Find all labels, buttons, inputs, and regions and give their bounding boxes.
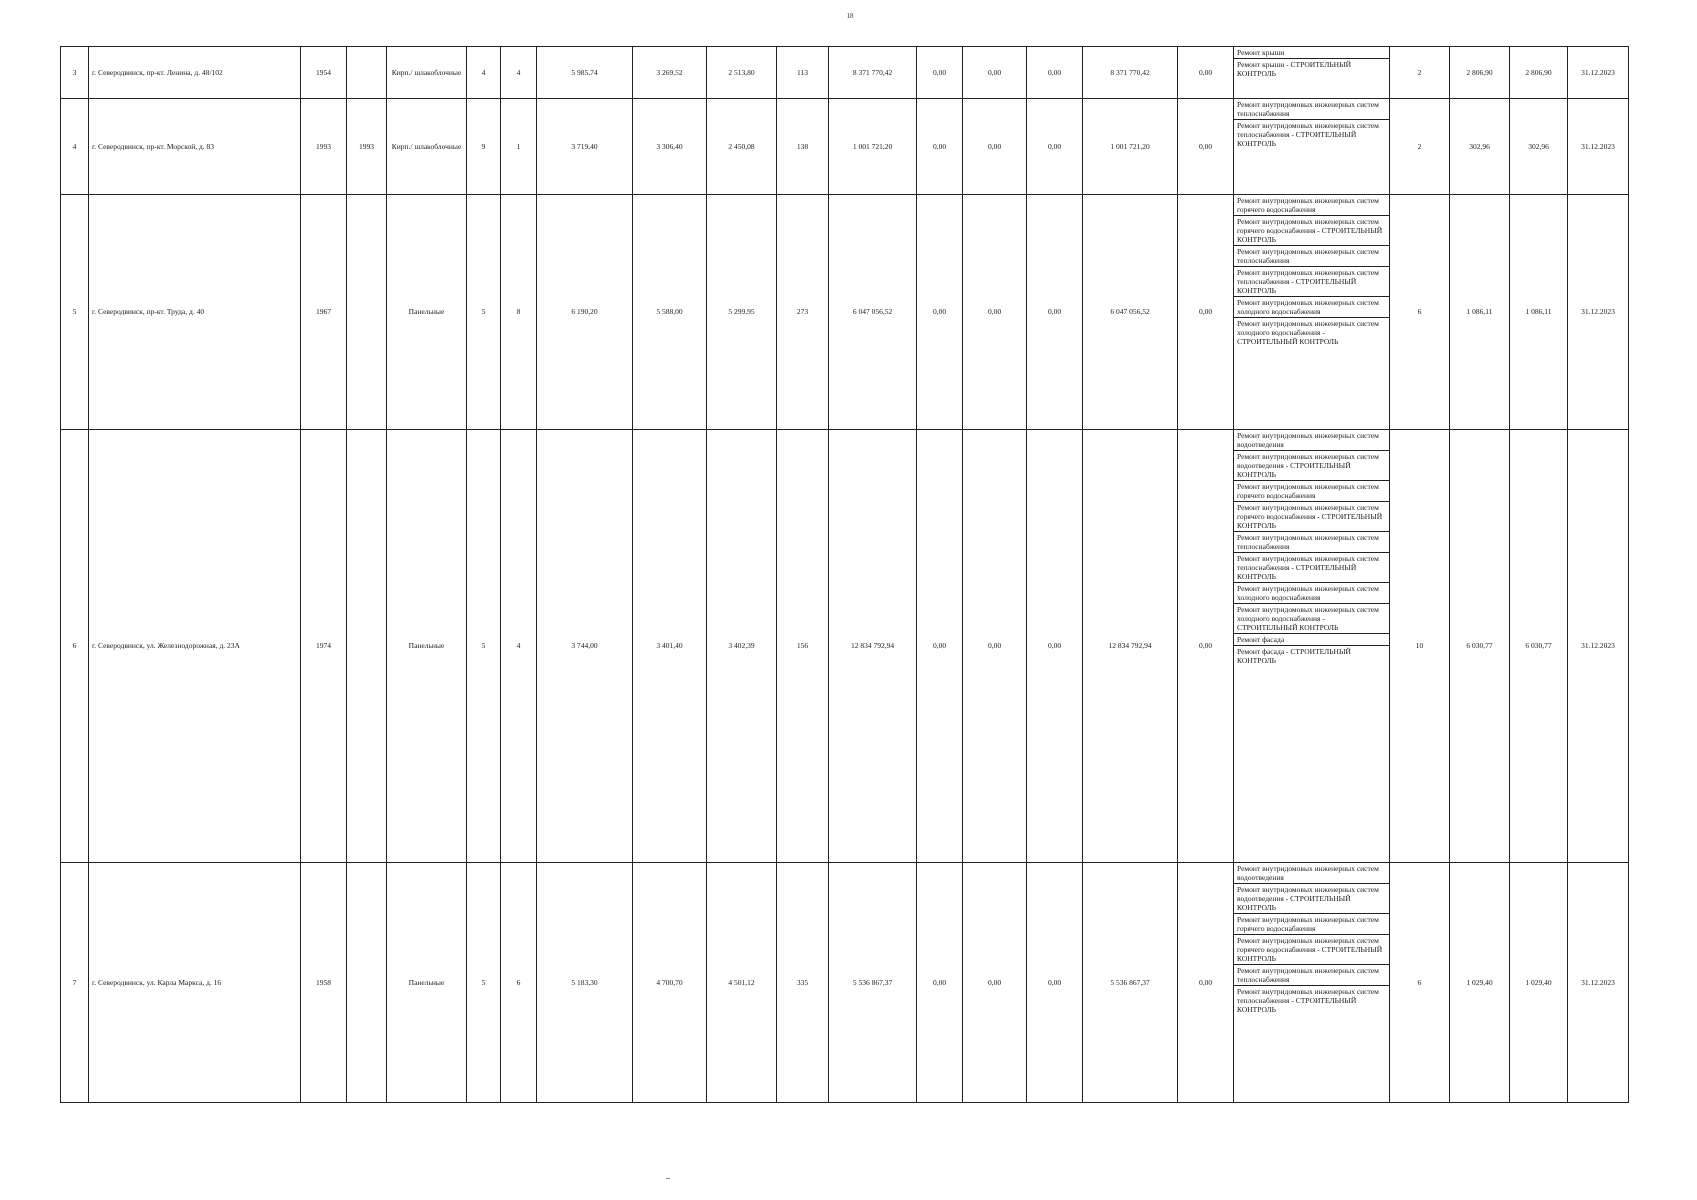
cell-floors: 5 — [467, 195, 501, 430]
cell-cost-c3: 0,00 — [1027, 430, 1083, 863]
cell-wall-material: Панельные — [387, 195, 467, 430]
cell-unit-cost: 1 086,11 — [1450, 195, 1510, 430]
cell-address: г. Северодвинск, ул. Карла Маркса, д. 16 — [89, 863, 301, 1103]
work-item: Ремонт внутридомовых инженерных систем водоотведения - СТРОИТЕЛЬНЫЙ КОНТРОЛЬ — [1234, 451, 1389, 481]
works-list — [1234, 863, 1389, 1015]
cell-works — [1234, 47, 1390, 99]
cell-work-count: 6 — [1390, 863, 1450, 1103]
cell-entrances: 1 — [501, 99, 537, 195]
work-item: Ремонт внутридомовых инженерных систем теплоснабжения — [1234, 965, 1389, 986]
work-item: Ремонт внутридомовых инженерных систем горячего водоснабжения - СТРОИТЕЛЬНЫЙ КОНТРОЛЬ — [1234, 935, 1389, 965]
table-row — [61, 863, 1629, 1103]
cell-total-area: 3 719,40 — [537, 99, 633, 195]
work-item: Ремонт внутридомовых инженерных систем теплоснабжения - СТРОИТЕЛЬНЫЙ КОНТРОЛЬ — [1234, 267, 1389, 297]
work-item: Ремонт внутридомовых инженерных систем горячего водоснабжения — [1234, 914, 1389, 935]
cell-area-b: 3 402,39 — [707, 430, 777, 863]
cell-area-b: 2 450,08 — [707, 99, 777, 195]
cell-total-area: 5 985,74 — [537, 47, 633, 99]
cell-address: г. Северодвинск, пр-кт. Труда, д. 40 — [89, 195, 301, 430]
cell-cost-c2: 0,00 — [963, 47, 1027, 99]
cell-total-area: 5 183,30 — [537, 863, 633, 1103]
cell-address: г. Северодвинск, ул. Железнодорожная, д. 23А — [89, 430, 301, 863]
cell-cost-c4: 8 371 770,42 — [1083, 47, 1178, 99]
cell-number: 6 — [61, 430, 89, 863]
cell-works — [1234, 863, 1390, 1103]
work-item: Ремонт крыши — [1234, 47, 1389, 59]
overhaul-program-table — [60, 46, 1629, 1103]
cell-unit-cost: 2 806,90 — [1450, 47, 1510, 99]
cell-number: 7 — [61, 863, 89, 1103]
cell-wall-material: Панельные — [387, 863, 467, 1103]
cell-area-a: 5 588,00 — [633, 195, 707, 430]
cell-cost-c4: 1 001 721,20 — [1083, 99, 1178, 195]
cell-deadline: 31.12.2023 — [1568, 430, 1629, 863]
cell-deadline: 31.12.2023 — [1568, 195, 1629, 430]
cell-address: г. Северодвинск, пр-кт. Морской, д. 83 — [89, 99, 301, 195]
cell-cost-total: 1 001 721,20 — [829, 99, 917, 195]
work-item: Ремонт внутридомовых инженерных систем горячего водоснабжения - СТРОИТЕЛЬНЫЙ КОНТРОЛЬ — [1234, 502, 1389, 532]
cell-cost-c5: 0,00 — [1178, 863, 1234, 1103]
work-item: Ремонт внутридомовых инженерных систем теплоснабжения - СТРОИТЕЛЬНЫЙ КОНТРОЛЬ — [1237, 121, 1379, 148]
cell-number: 4 — [61, 99, 89, 195]
cell-year-overhaul: 1993 — [347, 99, 387, 195]
cell-unit-cost: 1 029,40 — [1450, 863, 1510, 1103]
scan-artifact — [666, 1178, 670, 1179]
cell-entrances: 6 — [501, 863, 537, 1103]
cell-unit-cost: 302,96 — [1450, 99, 1510, 195]
work-item: Ремонт внутридомовых инженерных систем горячего водоснабжения — [1234, 481, 1389, 502]
table-row — [61, 430, 1629, 863]
cell-residents: 138 — [777, 99, 829, 195]
cell-cost-c1: 0,00 — [917, 430, 963, 863]
cell-cost-c3: 0,00 — [1027, 99, 1083, 195]
cell-unit-cost: 6 030,77 — [1450, 430, 1510, 863]
cell-address: г. Северодвинск, пр-кт. Ленина, д. 48/102 — [89, 47, 301, 99]
cell-cost-total: 5 536 867,37 — [829, 863, 917, 1103]
work-item: Ремонт внутридомовых инженерных систем теплоснабжения — [1234, 99, 1389, 120]
cell-works — [1234, 195, 1390, 430]
cell-year-built: 1958 — [301, 863, 347, 1103]
cell-cost-c5: 0,00 — [1178, 195, 1234, 430]
cell-cost-c5: 0,00 — [1178, 47, 1234, 99]
cell-cost-c4: 6 047 056,52 — [1083, 195, 1178, 430]
cell-wall-material: Кирп./ шлакоблочные — [387, 47, 467, 99]
work-item: Ремонт внутридомовых инженерных систем теплоснабжения - СТРОИТЕЛЬНЫЙ КОНТРОЛЬ — [1234, 553, 1389, 583]
works-list — [1234, 47, 1389, 79]
cell-cost-c2: 0,00 — [963, 430, 1027, 863]
cell-year-overhaul — [347, 47, 387, 99]
cell-cost-total: 12 834 792,94 — [829, 430, 917, 863]
cell-cost-c1: 0,00 — [917, 47, 963, 99]
cell-year-overhaul — [347, 863, 387, 1103]
cell-year-built: 1954 — [301, 47, 347, 99]
cell-area-a: 3 269,52 — [633, 47, 707, 99]
cell-works — [1234, 430, 1390, 863]
cell-deadline: 31.12.2023 — [1568, 863, 1629, 1103]
cell-work-count: 6 — [1390, 195, 1450, 430]
cell-entrances: 8 — [501, 195, 537, 430]
cell-wall-material: Кирп./ шлакоблочные — [387, 99, 467, 195]
cell-year-built: 1967 — [301, 195, 347, 430]
works-list — [1234, 195, 1389, 347]
cell-work-count: 2 — [1390, 47, 1450, 99]
cell-residents: 156 — [777, 430, 829, 863]
table-row — [61, 47, 1629, 99]
cell-max-cost: 2 806,90 — [1510, 47, 1568, 99]
cell-cost-c4: 12 834 792,94 — [1083, 430, 1178, 863]
cell-area-b: 4 501,12 — [707, 863, 777, 1103]
cell-cost-c1: 0,00 — [917, 195, 963, 430]
table-row — [61, 195, 1629, 430]
page-number: 18 — [846, 12, 854, 20]
cell-year-overhaul — [347, 430, 387, 863]
cell-entrances: 4 — [501, 430, 537, 863]
work-item: Ремонт крыши - СТРОИТЕЛЬНЫЙ КОНТРОЛЬ — [1237, 60, 1352, 78]
work-item: Ремонт внутридомовых инженерных систем холодного водоснабжения - СТРОИТЕЛЬНЫЙ КОНТРОЛЬ — [1234, 604, 1389, 634]
cell-deadline: 31.12.2023 — [1568, 99, 1629, 195]
work-item: Ремонт фасада — [1234, 634, 1389, 646]
cell-cost-c2: 0,00 — [963, 863, 1027, 1103]
cell-year-built: 1974 — [301, 430, 347, 863]
work-item: Ремонт внутридомовых инженерных систем холодного водоснабжения — [1234, 297, 1389, 318]
cell-wall-material: Панельные — [387, 430, 467, 863]
cell-residents: 113 — [777, 47, 829, 99]
cell-area-a: 3 306,40 — [633, 99, 707, 195]
cell-floors: 4 — [467, 47, 501, 99]
cell-residents: 335 — [777, 863, 829, 1103]
cell-cost-c5: 0,00 — [1178, 430, 1234, 863]
cell-work-count: 10 — [1390, 430, 1450, 863]
work-item: Ремонт внутридомовых инженерных систем водоотведения — [1234, 863, 1389, 884]
cell-cost-c2: 0,00 — [963, 99, 1027, 195]
cell-cost-c5: 0,00 — [1178, 99, 1234, 195]
work-item: Ремонт внутридомовых инженерных систем теплоснабжения - СТРОИТЕЛЬНЫЙ КОНТРОЛЬ — [1237, 987, 1379, 1014]
cell-year-built: 1993 — [301, 99, 347, 195]
cell-max-cost: 1 086,11 — [1510, 195, 1568, 430]
cell-residents: 273 — [777, 195, 829, 430]
cell-cost-total: 8 371 770,42 — [829, 47, 917, 99]
cell-max-cost: 1 029,40 — [1510, 863, 1568, 1103]
cell-area-b: 2 513,80 — [707, 47, 777, 99]
cell-floors: 5 — [467, 430, 501, 863]
work-item: Ремонт внутридомовых инженерных систем холодного водоснабжения — [1234, 583, 1389, 604]
cell-cost-c3: 0,00 — [1027, 195, 1083, 430]
cell-deadline: 31.12.2023 — [1568, 47, 1629, 99]
works-list — [1234, 99, 1389, 149]
cell-floors: 9 — [467, 99, 501, 195]
cell-area-b: 5 299,95 — [707, 195, 777, 430]
cell-total-area: 3 744,00 — [537, 430, 633, 863]
cell-works — [1234, 99, 1390, 195]
cell-number: 5 — [61, 195, 89, 430]
cell-work-count: 2 — [1390, 99, 1450, 195]
cell-max-cost: 6 030,77 — [1510, 430, 1568, 863]
cell-total-area: 6 190,20 — [537, 195, 633, 430]
cell-cost-c2: 0,00 — [963, 195, 1027, 430]
work-item: Ремонт внутридомовых инженерных систем теплоснабжения — [1234, 532, 1389, 553]
cell-number: 3 — [61, 47, 89, 99]
cell-area-a: 4 700,70 — [633, 863, 707, 1103]
works-list — [1234, 430, 1389, 666]
cell-area-a: 3 401,40 — [633, 430, 707, 863]
cell-entrances: 4 — [501, 47, 537, 99]
cell-cost-c3: 0,00 — [1027, 47, 1083, 99]
work-item: Ремонт фасада - СТРОИТЕЛЬНЫЙ КОНТРОЛЬ — [1237, 647, 1351, 665]
cell-cost-c4: 5 536 867,37 — [1083, 863, 1178, 1103]
cell-max-cost: 302,96 — [1510, 99, 1568, 195]
cell-cost-total: 6 047 056,52 — [829, 195, 917, 430]
cell-year-overhaul — [347, 195, 387, 430]
work-item: Ремонт внутридомовых инженерных систем горячего водоснабжения — [1234, 195, 1389, 216]
work-item: Ремонт внутридомовых инженерных систем горячего водоснабжения - СТРОИТЕЛЬНЫЙ КОНТРОЛЬ — [1234, 216, 1389, 246]
work-item: Ремонт внутридомовых инженерных систем холодного водоснабжения - СТРОИТЕЛЬНЫЙ КОНТРОЛЬ — [1237, 319, 1379, 346]
cell-cost-c1: 0,00 — [917, 863, 963, 1103]
cell-cost-c1: 0,00 — [917, 99, 963, 195]
work-item: Ремонт внутридомовых инженерных систем теплоснабжения — [1234, 246, 1389, 267]
table-row — [61, 99, 1629, 195]
work-item: Ремонт внутридомовых инженерных систем водоотведения - СТРОИТЕЛЬНЫЙ КОНТРОЛЬ — [1234, 884, 1389, 914]
work-item: Ремонт внутридомовых инженерных систем водоотведения — [1234, 430, 1389, 451]
cell-floors: 5 — [467, 863, 501, 1103]
cell-cost-c3: 0,00 — [1027, 863, 1083, 1103]
